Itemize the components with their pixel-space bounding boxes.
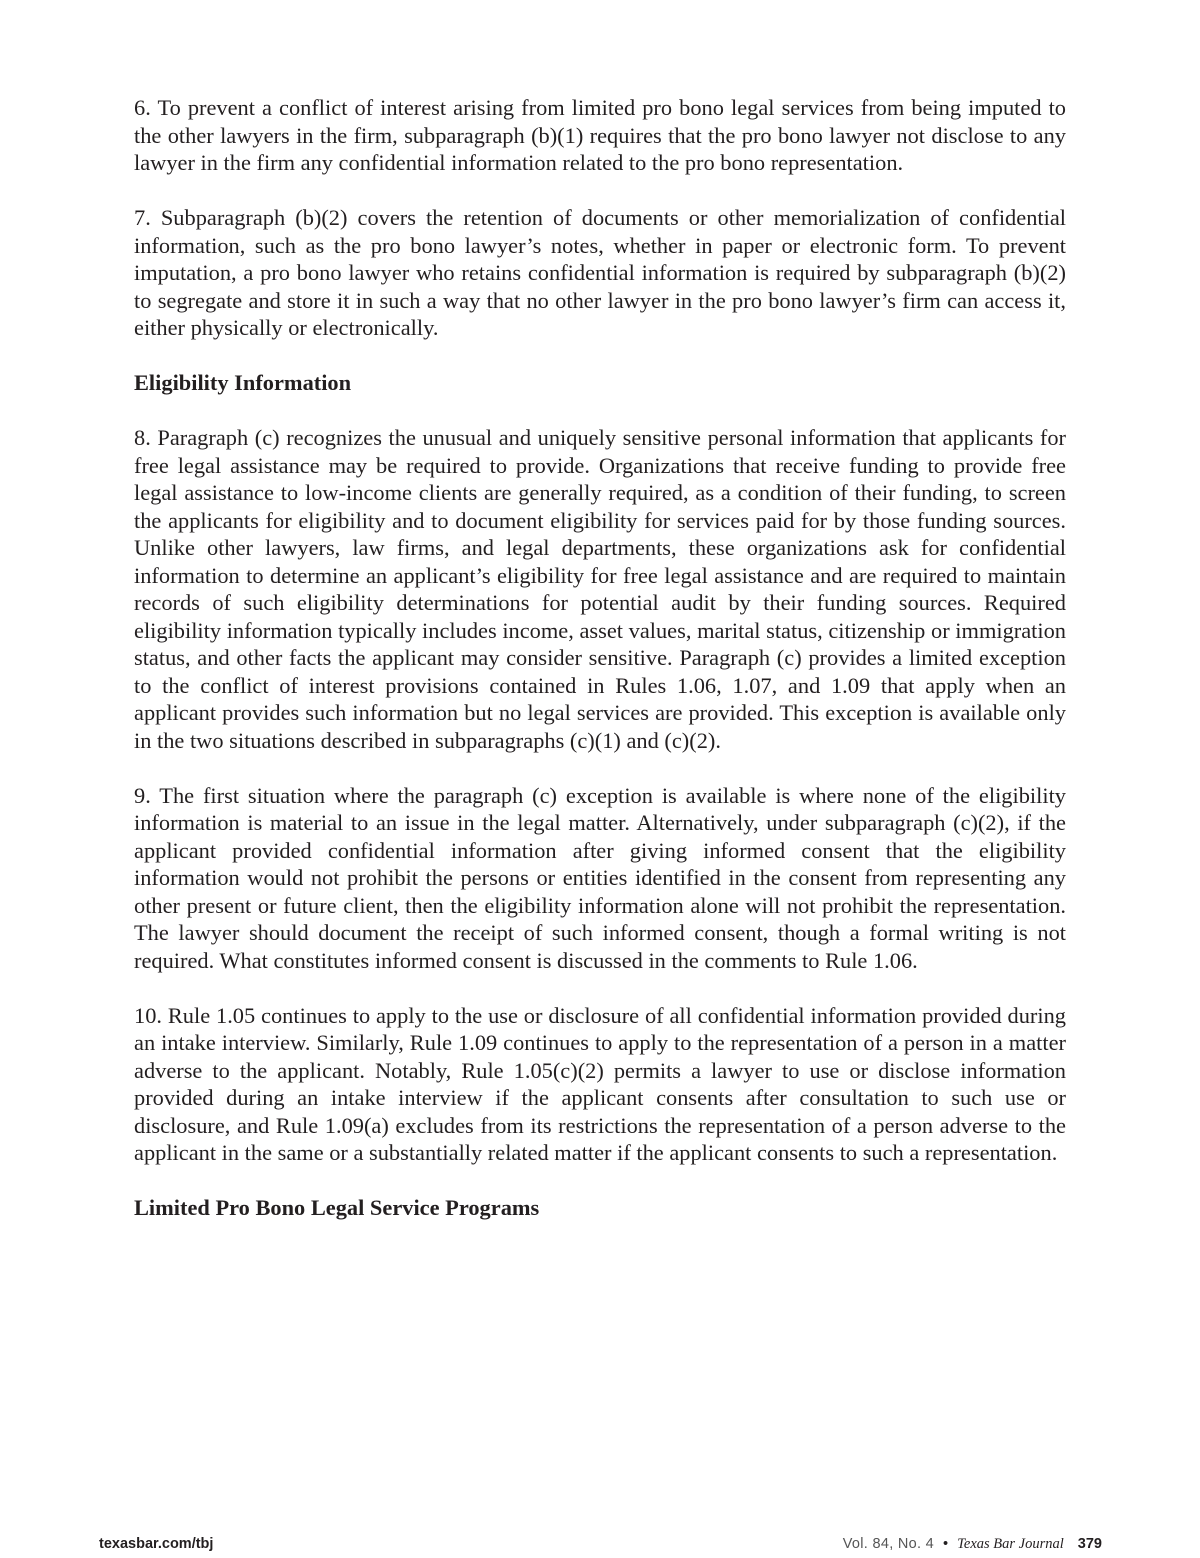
section-heading-programs: Limited Pro Bono Legal Service Programs bbox=[134, 1195, 540, 1220]
paragraph-8: 8. Paragraph (c) recognizes the unusual and uniquely sensitive personal information that applicants for free legal assistance may be required to provide. Organizations that receive funding to provide free legal assistance to low-income clients are generally required, as a condition of their funding, to screen the applicants for eligibility and to document eligibility for services paid for by those funding sources. Unlike other lawyers, law firms, and legal departments, these organizations ask for confidential information to determine an applicant’s eligibility for free legal assistance and are required to maintain records of such eligibility determinations for potential audit by their funding sources. Required eligibility information typically includes income, asset values, marital status, citizenship or immigration status, and other facts the applicant may consider sensitive. Paragraph (c) provides a limited exception to the conflict of interest provisions contained in Rules 1.06, 1.07, and 1.09 that apply when an applicant provides such information but no legal services are provided. This exception is available only in the two situations described in subparagraphs (c)(1) and (c)(2). bbox=[134, 425, 1066, 753]
paragraph-6: 6. To prevent a conflict of interest arising from limited pro bono legal services from being imputed to the other lawyers in the firm, subparagraph (b)(1) requires that the pro bono lawyer not disclose to any lawyer in the firm any confidential information related to the pro bono representation. bbox=[134, 95, 1066, 175]
paragraph-9: 9. The first situation where the paragraph (c) exception is available is where none of the eligibility information is material to an issue in the legal matter. Alternatively, under subparagraph (c)(2), if the applicant provided confidential information after giving informed consent that the eligibility information would not prohibit the persons or entities identified in the consent from representing any other present or future client, then the eligibility information alone will not prohibit the representation. The lawyer should document the receipt of such informed consent, though a formal writing is not required. What constitutes informed consent is discussed in the comments to Rule 1.06. bbox=[134, 782, 1066, 973]
section-heading-eligibility: Eligibility Information bbox=[134, 370, 352, 395]
paragraph-7: 7. Subparagraph (b)(2) covers the retention of documents or other memorialization of confidential information, such as the pro bono lawyer’s notes, whether in paper or electronic form. To prevent imputation, a pro bono lawyer who retains confidential information is required by subparagraph (b)(2) to segregate and store it in such a way that no other lawyer in the pro bono lawyer’s firm can access it, either physically or electronically. bbox=[134, 205, 1066, 340]
footer-volume: Vol. 84, No. 4 bbox=[842, 1536, 935, 1552]
footer-bullet: • bbox=[943, 1536, 949, 1552]
footer-website: texasbar.com/tbj bbox=[99, 1536, 214, 1552]
footer-journal-title: Texas Bar Journal bbox=[957, 1536, 1064, 1552]
footer-page-number: 379 bbox=[1077, 1536, 1102, 1552]
footer-citation bbox=[843, 1536, 1102, 1553]
article-body bbox=[134, 94, 1066, 1249]
paragraph-10: 10. Rule 1.05 continues to apply to the use or disclosure of all confidential information provided during an intake interview. Similarly, Rule 1.09 continues to apply to the representation of a person in a matter adverse to the applicant. Notably, Rule 1.05(c)(2) permits a lawyer to use or disclose information provided during an intake interview if the applicant consents after consultation to such use or disclosure, and Rule 1.09(a) excludes from its restrictions the representation of a person adverse to the applicant in the same or a substantially related matter if the applicant consents to such a representation. bbox=[134, 1002, 1066, 1165]
page-footer bbox=[99, 1536, 1102, 1556]
